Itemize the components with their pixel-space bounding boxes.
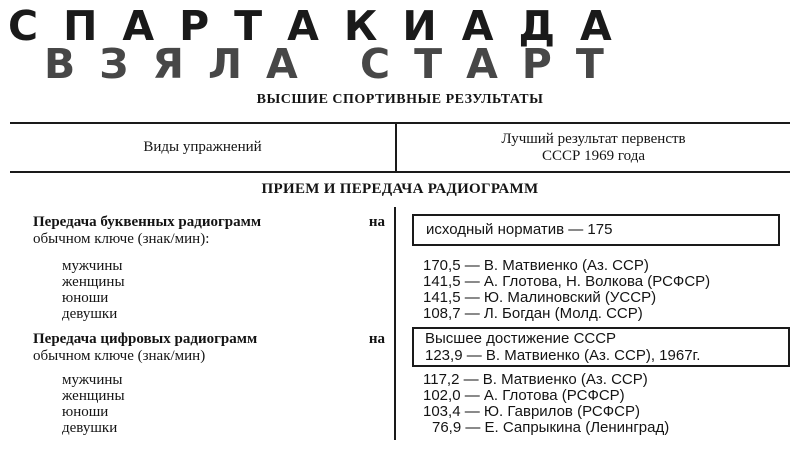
block2-title-b: на	[368, 331, 385, 347]
block1-norm-box	[412, 214, 780, 246]
block2-record-line2: 123,9 — В. Матвиенко (Аз. ССР), 1967г.	[425, 347, 701, 364]
block1-categories	[62, 258, 125, 322]
block2-title-a: Передача цифровых радиограмм	[33, 331, 258, 347]
list-item: 117,2 — В. Матвиенко (Аз. ССР)	[423, 371, 648, 388]
list-item: 76,9 — Е. Сапрыкина (Ленинград)	[432, 419, 670, 436]
headline-line2: ВЗЯЛА СТАРТ	[44, 40, 628, 88]
block1-title	[33, 214, 385, 248]
block1-title-b: на	[368, 214, 385, 230]
header-bottom-rule	[10, 171, 790, 173]
block2-categories	[62, 372, 125, 436]
header-top-rule	[10, 122, 790, 124]
list-item: мужчины	[62, 372, 123, 388]
list-item: 108,7 — Л. Богдан (Молд. ССР)	[423, 305, 643, 322]
list-item: юноши	[62, 290, 109, 306]
list-item: 103,4 — Ю. Гаврилов (РСФСР)	[423, 403, 640, 420]
header-right-label	[397, 131, 790, 165]
header-left-label: Виды упражнений	[143, 139, 262, 155]
list-item: мужчины	[62, 258, 123, 274]
block1-norm-text: исходный норматив — 175	[426, 221, 613, 238]
header-right-line2: СССР 1969 года	[542, 148, 645, 164]
section-title: ПРИЕМ И ПЕРЕДАЧА РАДИОГРАММ	[261, 181, 539, 197]
block2-results	[423, 372, 669, 436]
subtitle: ВЫСШИЕ СПОРТИВНЫЕ РЕЗУЛЬТАТЫ	[256, 92, 544, 107]
list-item: девушки	[62, 420, 118, 436]
block2-title	[33, 331, 385, 365]
block1-title-a: Передача буквенных радиограмм	[33, 214, 262, 230]
list-item: 102,0 — А. Глотова (РСФСР)	[423, 387, 625, 404]
block2-title-line2: обычном ключе (знак/мин)	[33, 348, 206, 364]
list-item: юноши	[62, 404, 109, 420]
list-item: 141,5 — Ю. Малиновский (УССР)	[423, 289, 657, 306]
list-item: 170,5 — В. Матвиенко (Аз. ССР)	[423, 257, 649, 274]
list-item: 141,5 — А. Глотова, Н. Волкова (РСФСР)	[423, 273, 711, 290]
block1-results	[423, 258, 710, 322]
block1-title-line2: обычном ключе (знак/мин):	[33, 231, 210, 247]
header-right-line1: Лучший результат первенств	[501, 131, 686, 147]
block2-record-box	[412, 327, 790, 367]
headline-line1: СПАРТАКИАДА	[8, 2, 637, 50]
body-column-divider	[394, 207, 396, 440]
list-item: женщины	[62, 274, 125, 290]
block2-record-line1: Высшее достижение СССР	[425, 330, 617, 347]
list-item: женщины	[62, 388, 125, 404]
list-item: девушки	[62, 306, 118, 322]
